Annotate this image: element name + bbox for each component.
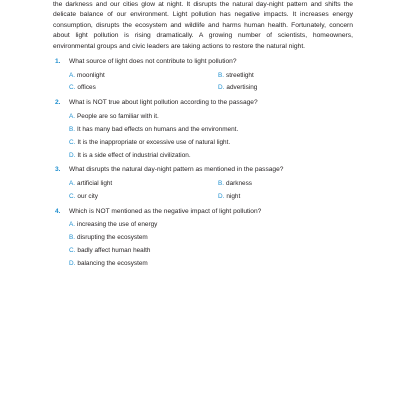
option-a[interactable]: [69, 113, 159, 121]
option-text: People are so familiar with it.: [77, 113, 159, 120]
option-letter: A.: [69, 113, 76, 120]
option-letter: A.: [69, 221, 76, 228]
question-number: 2.: [55, 99, 61, 106]
option-text: darkness: [226, 180, 252, 187]
option-text: increasing the use of energy: [77, 221, 158, 228]
option-c[interactable]: [69, 84, 96, 92]
option-letter: B.: [69, 126, 76, 133]
option-text: night: [226, 193, 241, 200]
option-letter: D.: [218, 193, 225, 200]
option-letter: C.: [69, 193, 76, 200]
option-text: balancing the ecosystem: [77, 260, 148, 267]
question-stem: What source of light does not contribute to light pollution?: [69, 58, 237, 65]
option-text: artificial light: [77, 180, 113, 187]
option-letter: B.: [69, 234, 76, 241]
option-text: streetlight: [226, 72, 254, 79]
option-text: badly affect human health: [77, 247, 151, 254]
reading-passage: the darkness and our cities glow at night. It disrupts the natural day-night pattern and shifts the delicate balance of our environment. Light pollution has negative impacts. It increases energy consumption, disrupts the ecosystem and wildlife and harms human health. Fortunately, concern about light pollution is rising dramatically. A growing number of scientists, homeowners, environmental groups and civic leaders are taking actions to restore the natural night.: [53, 1, 353, 50]
option-text: It is a side effect of industrial civilization.: [77, 152, 191, 159]
option-a[interactable]: [69, 72, 105, 80]
option-c[interactable]: [69, 139, 230, 147]
option-text: It has many bad effects on humans and the environment.: [77, 126, 239, 133]
option-d[interactable]: [218, 84, 257, 92]
option-c[interactable]: [69, 193, 98, 201]
option-letter: C.: [69, 84, 76, 91]
option-letter: D.: [218, 84, 225, 91]
option-letter: A.: [69, 72, 76, 79]
option-text: advertising: [226, 84, 258, 91]
option-b[interactable]: [218, 180, 252, 188]
option-b[interactable]: [69, 126, 238, 134]
question-number: 4.: [55, 208, 61, 215]
option-d[interactable]: [69, 152, 191, 160]
option-text: our city: [77, 193, 99, 200]
question-stem: What disrupts the natural day-night pattern as mentioned in the passage?: [69, 166, 284, 173]
option-text: It is the inappropriate or excessive use of natural light.: [77, 139, 231, 146]
option-d[interactable]: [218, 193, 240, 201]
option-b[interactable]: [69, 234, 148, 242]
option-text: moonlight: [77, 72, 105, 79]
option-d[interactable]: [69, 260, 148, 268]
question-stem: Which is NOT mentioned as the negative impact of light pollution?: [69, 208, 262, 215]
option-letter: C.: [69, 139, 76, 146]
question-number: 1.: [55, 58, 61, 65]
option-a[interactable]: [69, 221, 157, 229]
option-text: disrupting the ecosystem: [77, 234, 148, 241]
option-letter: B.: [218, 180, 225, 187]
option-letter: C.: [69, 247, 76, 254]
option-letter: D.: [69, 260, 76, 267]
option-text: offices: [77, 84, 96, 91]
option-letter: A.: [69, 180, 76, 187]
question-stem: What is NOT true about light pollution according to the passage?: [69, 99, 258, 106]
option-c[interactable]: [69, 247, 150, 255]
option-b[interactable]: [218, 72, 254, 80]
question-number: 3.: [55, 166, 61, 173]
option-a[interactable]: [69, 180, 112, 188]
option-letter: B.: [218, 72, 225, 79]
option-letter: D.: [69, 152, 76, 159]
